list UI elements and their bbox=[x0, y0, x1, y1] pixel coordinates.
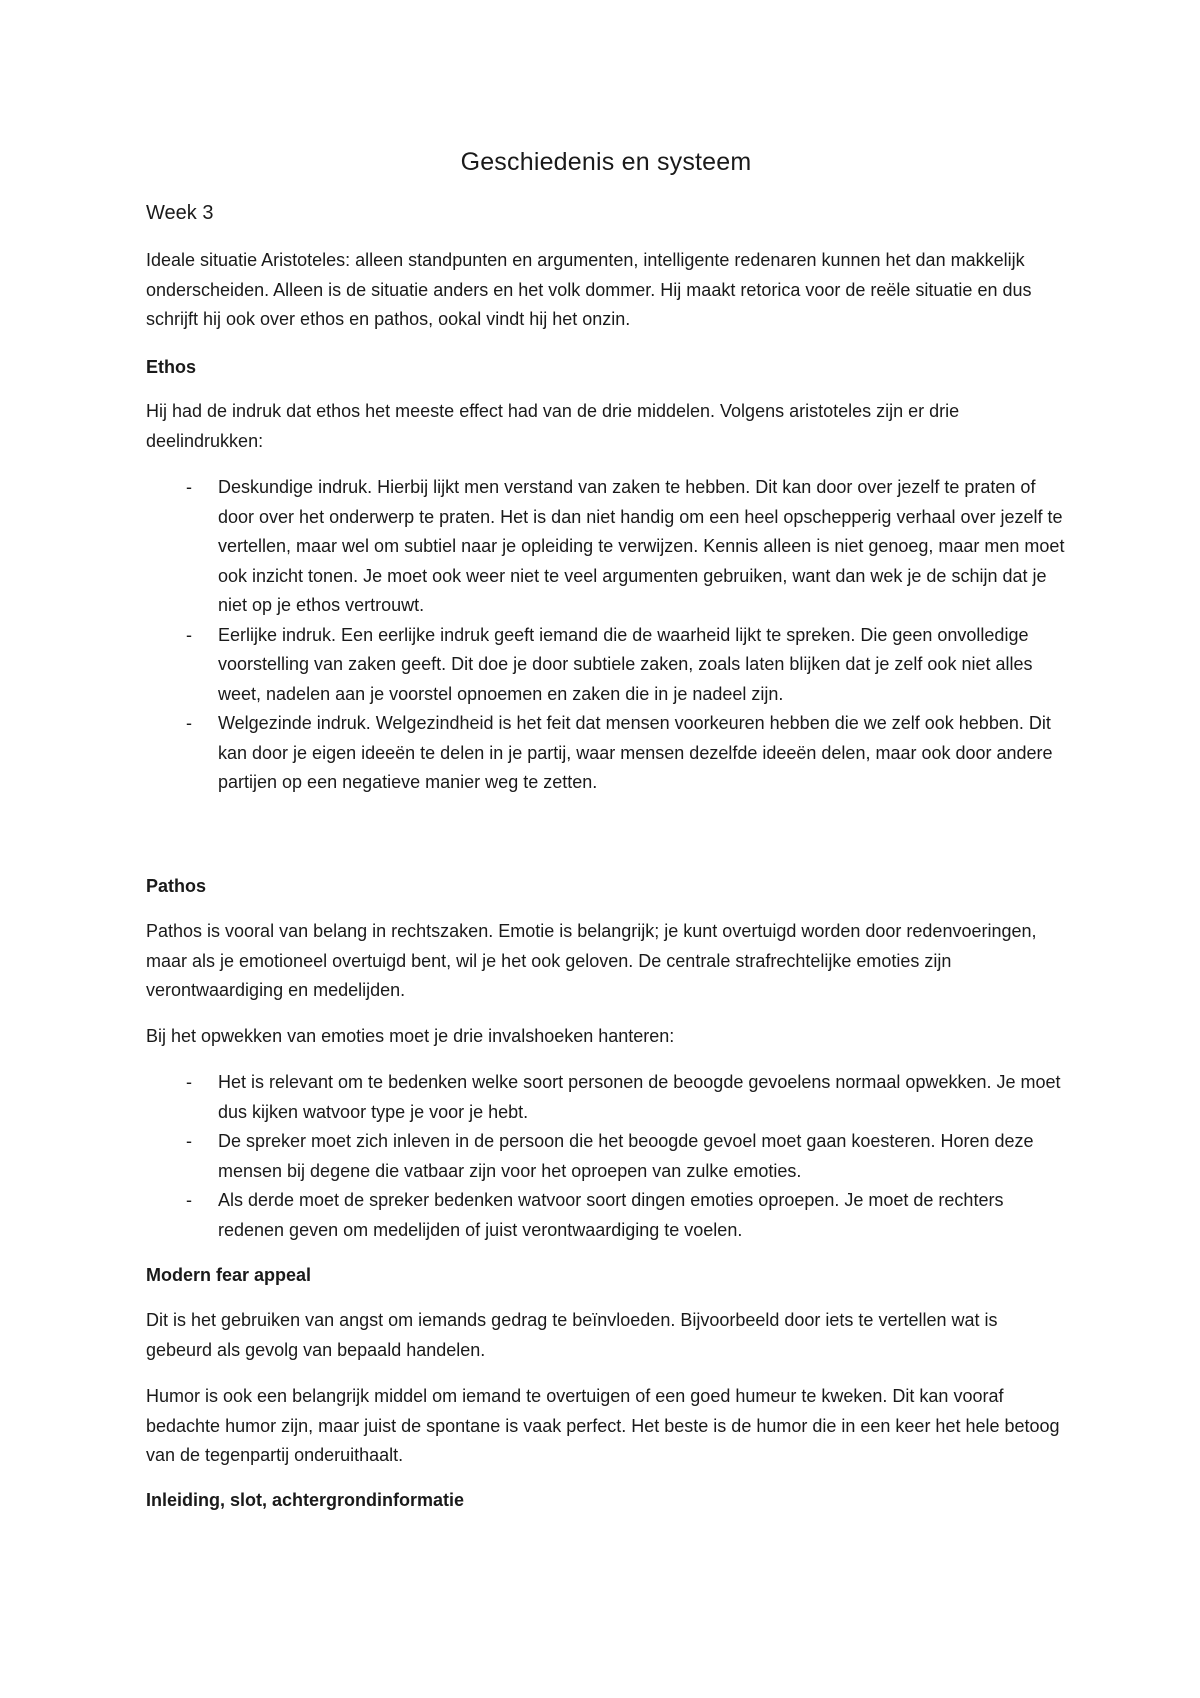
list-item bbox=[146, 621, 1066, 710]
list-item bbox=[146, 1127, 1066, 1186]
humor-paragraph: Humor is ook een belangrijk middel om iemand te overtuigen of een goed humeur te kweken. Dit kan vooraf bedachte humor zijn, maar juist de spontane is vaak perfect. Het beste is de humor die in een keer het hele betoog van de tegenpartij onderuithaalt. bbox=[146, 1386, 1060, 1465]
bullet-dash: - bbox=[186, 477, 192, 497]
list-item bbox=[146, 1068, 1066, 1127]
pathos-list bbox=[146, 1068, 1066, 1245]
ethos-heading: Ethos bbox=[146, 357, 197, 377]
list-item-text: Eerlijke indruk. Een eerlijke indruk geeft iemand die de waarheid lijkt te spreken. Die geen onvolledige voorstelling van zaken geeft. Dit doe je door subtiele zaken, zoals laten blijken dat je zelf ook niet alles weet, nadelen aan je voorstel opnoemen en zaken die in je nadeel zijn. bbox=[218, 624, 1033, 704]
ethos-list bbox=[146, 473, 1066, 798]
list-item bbox=[146, 473, 1066, 621]
pathos-paragraph: Pathos is vooral van belang in rechtszaken. Emotie is belangrijk; je kunt overtuigd worden door redenvoeringen, maar als je emotioneel overtuigd bent, wil je het ook geloven. De centrale strafrechtelijke emoties zijn verontwaardiging en medelijden. bbox=[146, 921, 1037, 1000]
bullet-dash: - bbox=[186, 624, 192, 645]
list-item bbox=[146, 709, 1066, 798]
pathos-heading: Pathos bbox=[146, 876, 207, 896]
list-item-text: De spreker moet zich inleven in de persoon die het beoogde gevoel moet gaan koesteren. Horen deze mensen bij degene die vatbaar zijn voor het oproepen van zulke emoties. bbox=[218, 1131, 1034, 1181]
list-item-text: Als derde moet de spreker bedenken watvoor soort dingen emoties oproepen. Je moet de rechters redenen geven om medelijden of juist verontwaardiging te voelen. bbox=[218, 1190, 1004, 1240]
bullet-dash: - bbox=[186, 1190, 192, 1210]
bullet-dash: - bbox=[186, 1131, 192, 1151]
ethos-paragraph: Hij had de indruk dat ethos het meeste effect had van de drie middelen. Volgens aristoteles zijn er drie deelindrukken: bbox=[146, 401, 960, 451]
pathos-paragraph-2: Bij het opwekken van emoties moet je drie invalshoeken hanteren: bbox=[146, 1026, 675, 1046]
list-item-text: Welgezinde indruk. Welgezindheid is het feit dat mensen voorkeuren hebben die we zelf ook hebben. Dit kan door je eigen ideeën te delen in je partij, waar mensen dezelfde ideeën delen, maar ook door andere partijen op een negatieve manier weg te zetten. bbox=[218, 713, 1053, 792]
week-heading: Week 3 bbox=[146, 202, 214, 224]
list-item-text: Deskundige indruk. Hierbij lijkt men verstand van zaken te hebben. Dit kan door over jezelf te praten of door over het onderwerp te praten. Het is dan niet handig om een heel opschepperig verhaal over jezelf te vertellen, maar wel om subtiel naar je opleiding te verwijzen. Kennis alleen is niet genoeg, maar men moet ook inzicht tonen. Je moet ook weer niet te veel argumenten gebruiken, want dan wek je de schijn dat je niet op je ethos vertrouwt. bbox=[218, 477, 1065, 615]
bullet-dash: - bbox=[186, 1072, 192, 1092]
document-title: Geschiedenis en systeem bbox=[460, 148, 752, 176]
list-item bbox=[146, 1186, 1066, 1245]
list-item-text: Het is relevant om te bedenken welke soort personen de beoogde gevoelens normaal opwekken. Je moet dus kijken watvoor type je voor je hebt. bbox=[218, 1072, 1061, 1122]
last-heading: Inleiding, slot, achtergrondinformatie bbox=[146, 1490, 465, 1510]
fear-appeal-paragraph: Dit is het gebruiken van angst om iemands gedrag te beïnvloeden. Bijvoorbeeld door iets te vertellen wat is gebeurd als gevolg van bepaald handelen. bbox=[146, 1310, 998, 1360]
bullet-dash: - bbox=[186, 713, 192, 733]
fear-appeal-heading: Modern fear appeal bbox=[146, 1265, 312, 1285]
intro-paragraph: Ideale situatie Aristoteles: alleen standpunten en argumenten, intelligente redenaren kunnen het dan makkelijk onderscheiden. Alleen is de situatie anders en het volk dommer. Hij maakt retorica voor de reële situatie en dus schrijft hij ook over ethos en pathos, ookal vindt hij het onzin. bbox=[146, 250, 1032, 329]
